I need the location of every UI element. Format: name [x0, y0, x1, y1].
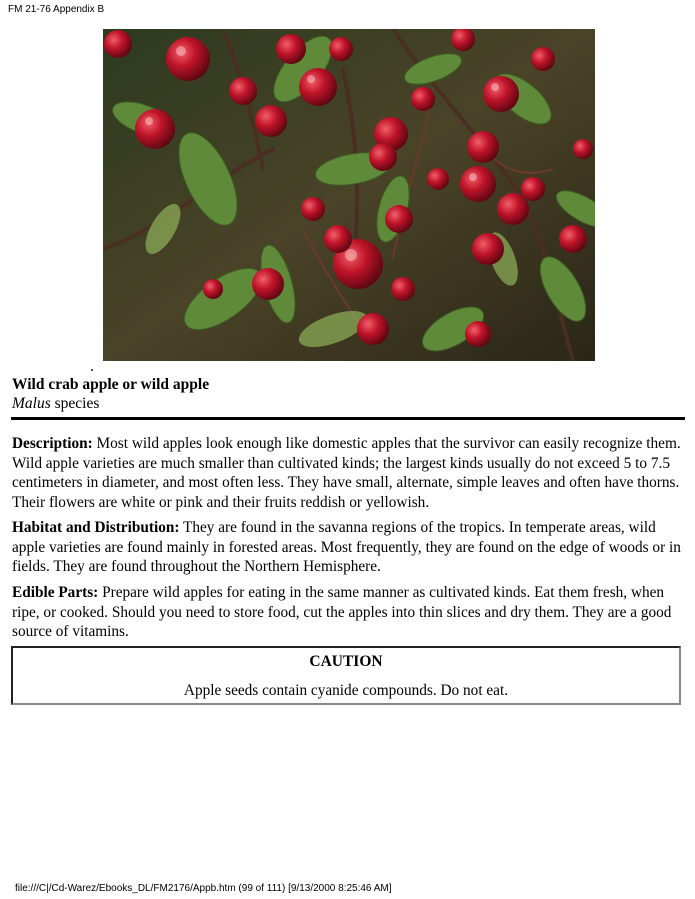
- title-divider: [11, 417, 685, 420]
- edible-parts-text: Prepare wild apples for eating in the same manner as cultivated kinds. Eat them fresh, when ripe, or cooked. Should you need to store food, cut the apples into thin slices and dry them. They are a good source of vitamins.: [12, 584, 672, 640]
- edible-parts-paragraph: [12, 583, 682, 642]
- scan-speck: [91, 369, 93, 371]
- habitat-paragraph: [12, 518, 682, 577]
- wild-crab-apple-photo: [103, 29, 595, 361]
- description-label: Description:: [12, 435, 93, 452]
- caution-box: [11, 646, 681, 705]
- page-footer: file:///C|/Cd-Warez/Ebooks_DL/FM2176/Appb.htm (99 of 111) [9/13/2000 8:25:46 AM]: [15, 883, 392, 894]
- caution-text: Apple seeds contain cyanide compounds. Do not eat.: [183, 682, 509, 699]
- caution-title: CAUTION: [309, 653, 383, 670]
- plant-latin-name: [12, 395, 99, 413]
- habitat-label: Habitat and Distribution:: [12, 519, 180, 536]
- description-text: Most wild apples look enough like domestic apples that the survivor can easily recognize them. Wild apple varieties are much smaller than cultivated kinds; the largest kinds usually do not exceed 5 to 7.5 centimeters in diameter, and most often less. They have small, alternate, simple leaves and often have thorns. Their flowers are white or pink and their fruits reddish or yellowish.: [12, 435, 681, 511]
- plant-common-name: Wild crab apple or wild apple: [12, 376, 210, 393]
- habitat-text: They are found in the savanna regions of the tropics. In temperate areas, wild apple varieties are found mainly in forested areas. Most frequently, they are found on the edge of woods or in fields. They are found throughout the Northern Hemisphere.: [12, 519, 681, 575]
- latin-genus: Malus: [12, 395, 51, 412]
- page-header: FM 21-76 Appendix B: [8, 4, 105, 15]
- latin-suffix: species: [50, 395, 100, 412]
- description-paragraph: [12, 434, 682, 512]
- edible-parts-label: Edible Parts:: [12, 584, 99, 601]
